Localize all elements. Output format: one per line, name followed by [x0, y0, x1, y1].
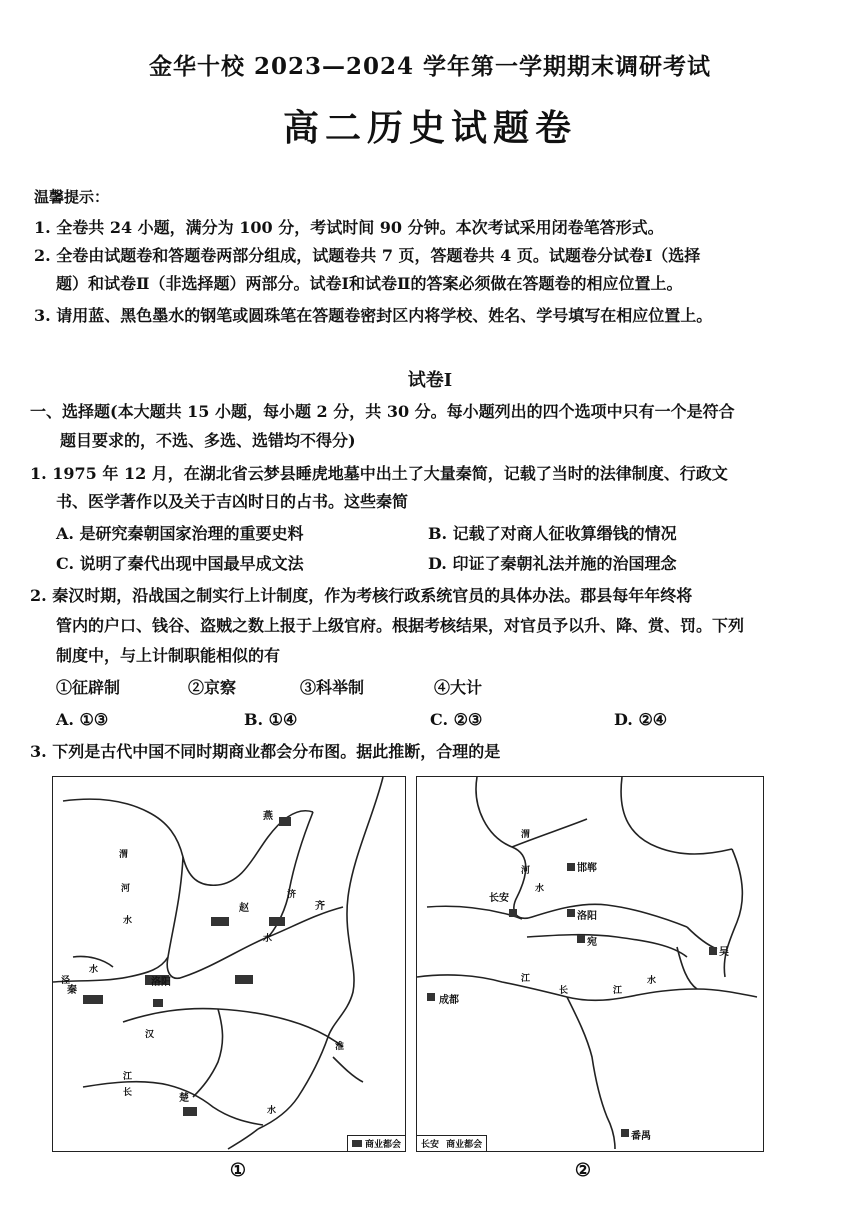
map1-legend-label: 商业都会: [364, 1140, 401, 1150]
map-2-drawing: [417, 777, 763, 1151]
map1-city-label: 秦: [67, 985, 77, 996]
map-1-drawing: [53, 777, 405, 1151]
map1-river-label: 河: [121, 884, 131, 894]
map1-city-label: 洛阳: [151, 977, 171, 988]
map1-river-label: 长: [123, 1088, 133, 1098]
q2-item-4: ④大计: [434, 678, 483, 697]
tip-item-2-cont: 题）和试卷Ⅱ（非选择题）两部分。试卷Ⅰ和试卷Ⅱ的答案必须做在答题卷的相应位置上。: [56, 274, 683, 293]
map1-river-label: 淮: [335, 1042, 345, 1052]
section-instruction-cont: 题目要求的，不选、多选、选错均不得分): [60, 431, 356, 450]
map1-river-label: 汉: [145, 1030, 155, 1040]
map1-river-label: 江: [123, 1072, 133, 1082]
map1-river-label: 水: [267, 1106, 277, 1116]
q2-option-d: D. ②④: [614, 710, 668, 729]
map2-legend-label: 商业都会: [446, 1140, 483, 1150]
map1-river-label: 泾: [61, 976, 71, 986]
section-instruction: 一、选择题(本大题共 15 小题，每小题 2 分，共 30 分。每小题列出的四个选项中只有一个是符合: [30, 402, 735, 421]
q1-option-b: B. 记载了对商人征收算缗钱的情况: [428, 524, 677, 543]
exam-title: 金华十校 2023—2024 学年第一学期期末调研考试: [148, 53, 712, 80]
map2-river-label: 长: [559, 986, 569, 996]
q1-option-a: A. 是研究秦朝国家治理的重要史料: [56, 524, 304, 543]
q2-item-1: ①征辟制: [56, 678, 121, 697]
q3-stem: 3. 下列是古代中国不同时期商业都会分布图。据此推断，合理的是: [30, 742, 501, 761]
map2-river-label: 水: [535, 884, 545, 894]
tip-item-2: 2. 全卷由试题卷和答题卷两部分组成，试题卷共 7 页，答题卷共 4 页。试题卷分试卷Ⅰ（选择: [34, 246, 701, 265]
map2-river-label: 江: [521, 974, 531, 984]
q2-stem-cont-2: 制度中，与上计制职能相似的有: [56, 646, 281, 665]
map2-caption: ②: [574, 1160, 592, 1181]
q1-stem-cont: 书、医学著作以及关于吉凶时日的占书。这些秦简: [56, 492, 409, 511]
map2-city-label: 洛阳: [577, 911, 597, 922]
map2-river-label: 江: [613, 986, 623, 996]
tip-item-3: 3. 请用蓝、黑色墨水的钢笔或圆珠笔在答题卷密封区内将学校、姓名、学号填写在相应位置上。: [34, 306, 713, 325]
map1-river-label: 渭: [119, 850, 129, 860]
map2-city-label: 长安: [489, 893, 509, 904]
exam-subtitle: 高二历史试题卷: [282, 107, 577, 149]
map1-city-label: 赵: [239, 903, 249, 914]
map1-river-label: 济: [287, 890, 297, 900]
map1-river-label: 水: [263, 934, 273, 944]
map1-caption: ①: [229, 1160, 247, 1181]
q2-option-b: B. ①④: [244, 710, 298, 729]
q2-option-a: A. ①③: [56, 710, 109, 729]
map1-river-label: 水: [89, 965, 99, 975]
q1-stem: 1. 1975 年 12 月，在湖北省云梦县睡虎地墓中出土了大量秦简，记载了当时的法律制度、行政文: [30, 464, 728, 483]
q1-option-c: C. 说明了秦代出现中国最早成文法: [56, 554, 304, 573]
q1-option-d: D. 印证了秦朝礼法并施的治国理念: [428, 554, 677, 573]
q2-stem-cont-1: 管内的户口、钱谷、盗贼之数上报于上级官府。根据考核结果，对官员予以升、降、赏、罚。下列: [56, 616, 745, 635]
map1-city-label: 楚: [179, 1093, 189, 1104]
tip-item-1: 1. 全卷共 24 小题，满分为 100 分，考试时间 90 分钟。本次考试采用闭卷笔答形式。: [34, 218, 664, 237]
map2-city-label: 番禺: [631, 1131, 651, 1142]
tips-heading: 温馨提示：: [34, 188, 110, 206]
map2-city-label: 邯郸: [577, 863, 597, 874]
map-1: [52, 776, 406, 1152]
legend-marker-icon: [352, 1140, 362, 1147]
map2-legend: [417, 1135, 487, 1151]
q2-option-c: C. ②③: [430, 710, 483, 729]
map1-river-label: 水: [123, 916, 133, 926]
map2-city-label: 成都: [439, 995, 459, 1006]
section-label: 试卷Ⅰ: [407, 370, 453, 391]
map1-city-label: 齐: [315, 901, 325, 912]
map2-city-label: 宛: [587, 937, 597, 948]
q2-item-3: ③科举制: [300, 678, 365, 697]
map2-city-label: 吴: [719, 947, 729, 958]
map2-river-label: 水: [647, 976, 657, 986]
map2-legend-city: 长安: [421, 1140, 440, 1150]
map1-city-label: 燕: [263, 811, 273, 822]
q2-stem: 2. 秦汉时期，沿战国之制实行上计制度，作为考核行政系统官员的具体办法。郡县每年年终将: [30, 586, 693, 605]
map2-river-label: 渭: [521, 830, 531, 840]
q2-item-2: ②京察: [188, 678, 237, 697]
map-2: [416, 776, 764, 1152]
map1-legend: [347, 1135, 405, 1151]
map2-river-label: 河: [521, 866, 531, 876]
